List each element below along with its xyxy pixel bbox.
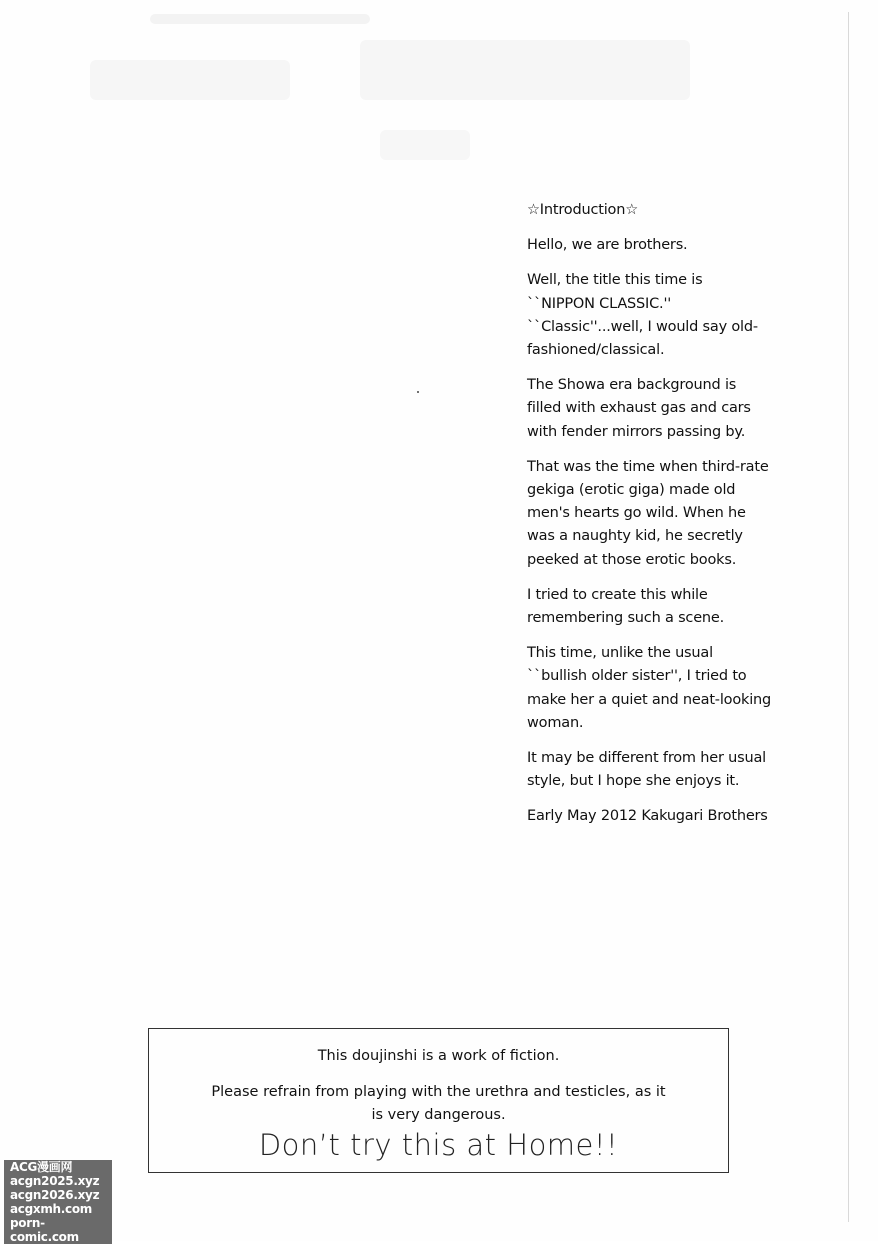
intro-paragraph: That was the time when third-rate gekiga (erotic giga) made old men's hearts go wild. When he was a naughty kid, he secretly peeked at those erotic books. xyxy=(527,458,769,568)
warning-notice: Please refrain from playing with the urethra and testicles, as it is very dangerous. xyxy=(211,1084,666,1123)
bleed-through-mark xyxy=(360,40,690,100)
bleed-through-mark xyxy=(380,130,470,160)
intro-signature: Early May 2012 Kakugari Brothers xyxy=(527,808,768,825)
intro-paragraph: The Showa era background is filled with exhaust gas and cars with fender mirrors passing by. xyxy=(527,377,751,440)
introduction-section xyxy=(527,199,787,841)
intro-paragraph: Well, the title this time is ``NIPPON CLASSIC.'' ``Classic''...well, I would say old- fashioned/classical. xyxy=(527,272,758,359)
disclaimer-box xyxy=(148,1028,729,1173)
watermark-line: acgn2026.xyz xyxy=(7,1188,102,1202)
fiction-notice: This doujinshi is a work of fiction. xyxy=(317,1048,560,1064)
watermark-line: ACG漫画网 xyxy=(7,1160,75,1174)
bleed-through-mark xyxy=(150,14,370,24)
watermark-line: porn-comic.com xyxy=(7,1216,109,1244)
intro-paragraph: It may be different from her usual style, but I hope she enjoys it. xyxy=(527,750,766,790)
watermark-line: acgn2025.xyz xyxy=(7,1174,102,1188)
introduction-heading: ☆Introduction☆ xyxy=(527,202,639,218)
watermark-line: acgxmh.com xyxy=(7,1202,95,1216)
intro-paragraph: Hello, we are brothers. xyxy=(527,237,688,254)
scan-edge-line xyxy=(848,12,849,1222)
bleed-through-mark xyxy=(90,60,290,100)
dont-try-slogan: Don’t try this at Home!! xyxy=(258,1128,619,1162)
intro-paragraph: This time, unlike the usual ``bullish older sister'', I tried to make her a quiet and neat-looking woman. xyxy=(527,645,772,731)
site-watermark xyxy=(4,1160,112,1244)
stray-dot xyxy=(417,391,419,393)
intro-paragraph: I tried to create this while remembering such a scene. xyxy=(527,586,725,627)
